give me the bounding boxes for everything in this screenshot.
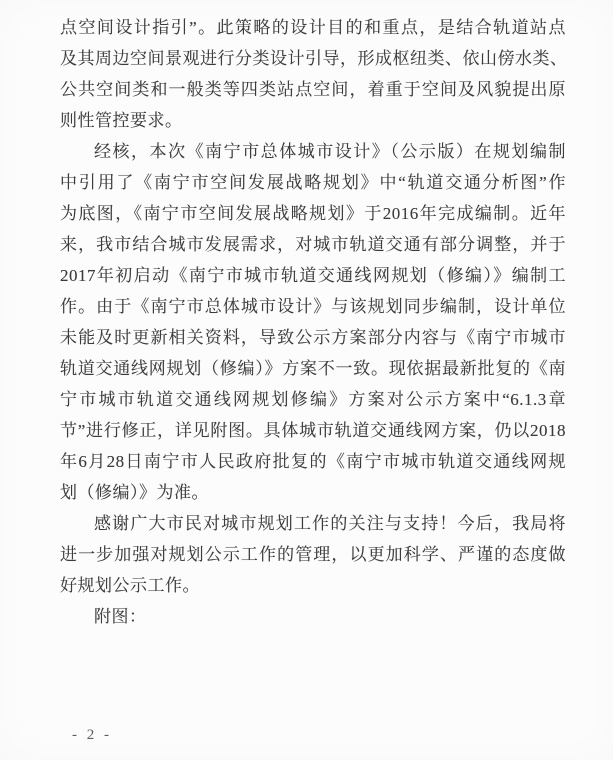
text-line: 中引用了《南宁市空间发展战略规划》中“轨道交通分析图”作 [60,173,566,192]
text-line: 好规划公示工作。 [60,576,200,595]
text-line: 节”进行修正，详见附图。具体城市轨道交通线网方案，仍以2018 [60,421,566,440]
text-line: 来，我市结合城市发展需求，对城市轨道交通有部分调整，并于 [60,235,566,254]
text-line: 经核，本次《南宁市总体城市设计》（公示版）在规划编制 [94,142,566,161]
text-line: 2017年初启动《南宁市城市轨道交通线网规划（修编）》编制工 [60,266,566,285]
page-number: - 2 - [72,727,112,743]
text-line: 则性管控要求。 [60,111,183,130]
text-line: 点空间设计指引”。此策略的设计目的和重点，是结合轨道站点 [60,18,566,37]
text-line: 进一步加强对规划公示工作的管理，以更加科学、严谨的态度做 [60,545,566,564]
text-line: 宁市城市轨道交通线网规划修编》方案对公示方案中“6.1.3章 [60,390,566,409]
text-line: 公共空间类和一般类等四类站点空间，着重于空间及风貌提出原 [60,80,566,99]
text-line: 附图： [94,607,147,626]
document-text-block [60,12,566,632]
text-line: 轨道交通线网规划（修编）》方案不一致。现依据最新批复的《南 [60,359,566,378]
text-line: 及其周边空间景观进行分类设计引导，形成枢纽类、依山傍水类、 [60,49,568,68]
text-line: 划（修编）》为准。 [60,483,209,502]
text-line: 感谢广大市民对城市规划工作的关注与支持！今后，我局将 [94,514,566,533]
text-line: 年6月28日南宁市人民政府批复的《南宁市城市轨道交通线网规 [60,452,566,471]
text-line: 为底图，《南宁市空间发展战略规划》于2016年完成编制。近年 [60,204,566,223]
text-line: 未能及时更新相关资料，导致公示方案部分内容与《南宁市城市 [60,328,566,347]
text-line: 作。由于《南宁市总体城市设计》与该规划同步编制，设计单位 [60,297,566,316]
